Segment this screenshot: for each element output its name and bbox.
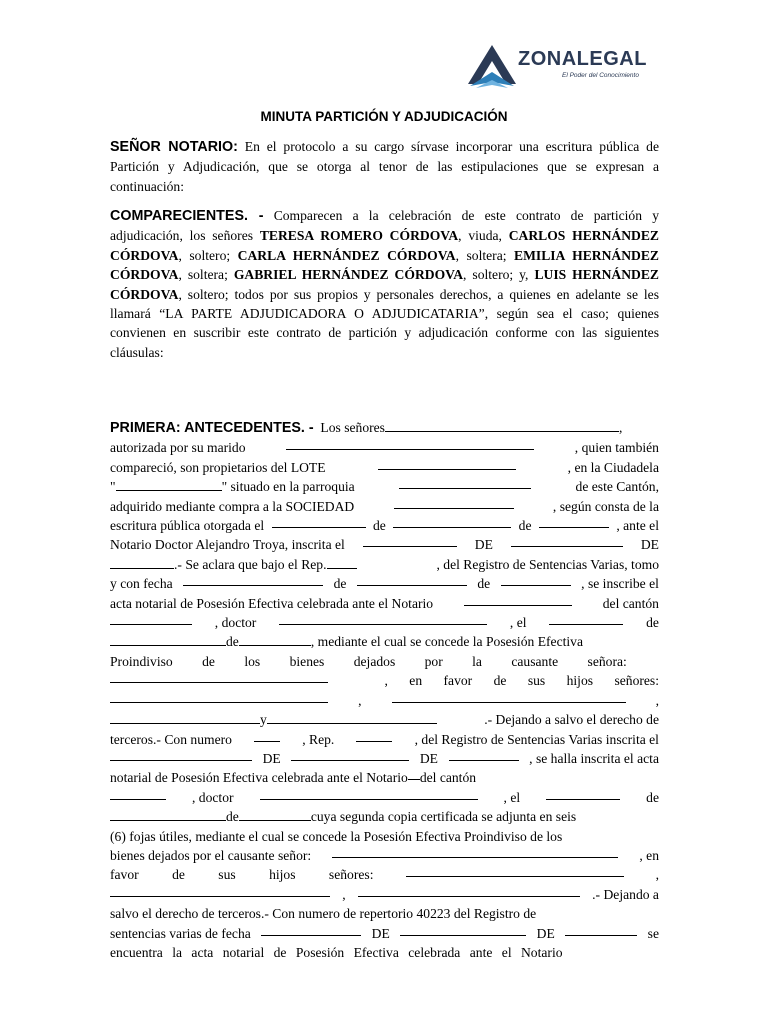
party-status: , soltera; bbox=[455, 247, 507, 263]
clause-text: y con fecha bbox=[110, 576, 173, 592]
clause-line bbox=[110, 904, 659, 923]
blank-field[interactable] bbox=[565, 924, 637, 936]
clause-text: , quien también bbox=[574, 440, 659, 456]
clause-text: , del Registro de Sentencias Varias inscrita el bbox=[414, 731, 659, 747]
blank-field[interactable] bbox=[267, 712, 437, 724]
clause-text: cuya segunda copia certificada se adjunta en seis bbox=[310, 809, 577, 825]
comparecientes-paragraph bbox=[110, 206, 659, 362]
blank-field[interactable] bbox=[546, 788, 620, 800]
clause-line bbox=[110, 497, 659, 516]
blank-field[interactable] bbox=[357, 574, 467, 586]
comparecientes-text: Comparecen a la celebración de este contrato de partición y adjudicación, los señores bbox=[110, 208, 660, 244]
clause-text: , del Registro de Sentencias Varias, tomo bbox=[436, 556, 659, 572]
primera-heading: PRIMERA: ANTECEDENTES. - bbox=[110, 420, 314, 436]
clause-line bbox=[110, 710, 659, 729]
clause-line bbox=[110, 438, 659, 457]
blank-field[interactable] bbox=[110, 613, 192, 625]
blank-field[interactable] bbox=[110, 691, 328, 703]
clause-line bbox=[110, 516, 659, 535]
blank-field[interactable] bbox=[378, 458, 516, 470]
comparecientes-heading: COMPARECIENTES. - bbox=[110, 208, 264, 224]
clause-text: , doctor bbox=[214, 615, 257, 631]
party-status: , soltero; bbox=[178, 247, 231, 263]
clause-line bbox=[110, 535, 659, 554]
clause-text: .- Se aclara que bajo el Rep. bbox=[174, 556, 327, 572]
clause-text: (6) fojas útiles, mediante el cual se concede la Posesión Efectiva Proindiviso de los bbox=[110, 828, 563, 844]
clause-text: bienes dejados por el causante señor: bbox=[110, 847, 312, 863]
clause-line bbox=[110, 943, 659, 962]
blank-field[interactable] bbox=[110, 671, 328, 683]
clause-text: .- Dejando a bbox=[592, 886, 659, 902]
blank-field[interactable] bbox=[358, 885, 580, 897]
clause-line bbox=[110, 652, 659, 671]
blank-field[interactable] bbox=[332, 846, 618, 858]
blank-field[interactable] bbox=[239, 634, 311, 646]
blank-field[interactable] bbox=[110, 885, 330, 897]
clause-text: encuentra la acta notarial de Posesión Efectiva celebrada ante el Notario bbox=[110, 944, 563, 960]
party-name: TERESA ROMERO CÓRDOVA bbox=[259, 228, 459, 244]
clause-text: , se halla inscrita el acta bbox=[529, 750, 659, 766]
clause-text: sentencias varias de fecha bbox=[110, 925, 251, 941]
blank-field[interactable] bbox=[239, 809, 311, 821]
clause-text: DE bbox=[419, 750, 438, 766]
clause-text: acta notarial de Posesión Efectiva celebrada ante el Notario bbox=[110, 595, 434, 611]
clause-line bbox=[110, 671, 659, 690]
blank-field[interactable] bbox=[408, 768, 420, 780]
clause-text: de bbox=[333, 576, 347, 592]
clause-line bbox=[110, 846, 659, 865]
clause-line bbox=[110, 632, 659, 651]
clause-text: DE bbox=[371, 925, 390, 941]
clause-text: favor de sus hijos señores: bbox=[110, 867, 374, 883]
clause-text: , bbox=[655, 692, 659, 708]
clause-text: , ante el bbox=[616, 518, 659, 534]
clause-line bbox=[110, 749, 659, 768]
party-name: CARLOS HERNÁNDEZ CÓRDOVA bbox=[110, 228, 659, 263]
party-name: GABRIEL HERNÁNDEZ CÓRDOVA bbox=[233, 267, 464, 283]
zonalegal-logo-mark-icon bbox=[466, 42, 518, 92]
clause-line bbox=[110, 555, 659, 574]
logo-name: ZONALEGAL bbox=[518, 48, 647, 70]
blank-field[interactable] bbox=[501, 574, 571, 586]
blank-field[interactable] bbox=[116, 479, 222, 491]
clause-line bbox=[110, 458, 659, 477]
clause-text: y bbox=[260, 712, 267, 728]
clause-text: de bbox=[646, 789, 659, 805]
blank-field[interactable] bbox=[394, 497, 514, 509]
blank-field[interactable] bbox=[272, 516, 366, 528]
clause-text: de bbox=[518, 518, 532, 534]
clause-line bbox=[110, 730, 659, 749]
blank-field[interactable] bbox=[511, 535, 623, 547]
clause-text: , bbox=[342, 886, 346, 902]
clause-text: , mediante el cual se concede la Posesión Efectiva bbox=[310, 634, 583, 650]
blank-field[interactable] bbox=[110, 712, 260, 724]
clause-text: de bbox=[477, 576, 491, 592]
notario-text: En el protocolo a su cargo sírvase incorporar una escritura pública de Partición y Adjudicación, que se otorga al tenor de las estipulaciones que se expresan a continuación: bbox=[110, 139, 659, 194]
notario-heading: SEÑOR NOTARIO: bbox=[110, 139, 238, 155]
clause-text: de bbox=[226, 809, 239, 825]
blank-field[interactable] bbox=[399, 477, 531, 489]
clause-text: DE bbox=[474, 537, 493, 553]
party-status: , soltero; y, bbox=[463, 267, 529, 283]
notario-paragraph bbox=[110, 137, 659, 196]
blank-field[interactable] bbox=[110, 557, 174, 569]
clause-text: , el bbox=[509, 615, 527, 631]
clause-text: , según consta de la bbox=[552, 498, 659, 514]
clause-text: " bbox=[110, 479, 116, 495]
clause-text: DE bbox=[536, 925, 555, 941]
clause-text: " situado en la parroquia bbox=[221, 479, 355, 495]
clause-text: se bbox=[647, 925, 659, 941]
clause-text: , Rep. bbox=[302, 731, 335, 747]
clause-text: , en favor de sus hijos señores: bbox=[384, 673, 659, 689]
blank-field[interactable] bbox=[400, 924, 526, 936]
comparecientes-closing: , soltero; todos por sus propios y personales derechos, a quienes en adelante se les llamará “LA PARTE ADJUDICADORA O ADJUDICATARIA”, según sea el caso; quienes convienen en suscribir este contrato de partición y adjudicación conforme con las siguientes cláusulas: bbox=[110, 286, 659, 360]
clause-text: Notario Doctor Alejandro Troya, inscrita el bbox=[110, 537, 345, 553]
blank-field[interactable] bbox=[261, 924, 361, 936]
clause-text: adquirido mediante compra a la SOCIEDAD bbox=[110, 498, 355, 514]
clause-text: DE bbox=[262, 750, 281, 766]
clause-text: de bbox=[372, 518, 386, 534]
clause-text: , bbox=[618, 420, 623, 435]
clause-text: de bbox=[646, 615, 659, 631]
clause-text: autorizada por su marido bbox=[110, 440, 246, 456]
blank-field[interactable] bbox=[464, 594, 572, 606]
blank-field[interactable] bbox=[110, 788, 166, 800]
clause-text: , en bbox=[639, 847, 659, 863]
party-name: LUIS HERNÁNDEZ CÓRDOVA bbox=[110, 267, 659, 302]
clause-text: salvo el derecho de terceros.- Con numero de repertorio 40223 del Registro de bbox=[110, 906, 537, 922]
clause-line bbox=[110, 924, 659, 943]
blank-field[interactable] bbox=[363, 535, 457, 547]
blank-field[interactable] bbox=[327, 557, 357, 569]
clause-text: del cantón bbox=[602, 595, 659, 611]
blank-field[interactable] bbox=[385, 420, 619, 432]
blank-field[interactable] bbox=[393, 516, 511, 528]
blank-field[interactable] bbox=[539, 516, 609, 528]
blank-field[interactable] bbox=[279, 613, 487, 625]
party-status: , viuda, bbox=[458, 228, 502, 244]
clause-line bbox=[110, 768, 659, 787]
clause-text: DE bbox=[640, 537, 659, 553]
party-status: , soltera; bbox=[178, 267, 228, 283]
clause-text: terceros.- Con numero bbox=[110, 731, 232, 747]
primera-clause bbox=[110, 418, 659, 962]
blank-field[interactable] bbox=[260, 788, 478, 800]
clause-text: Los señores bbox=[320, 420, 385, 435]
blank-field[interactable] bbox=[110, 809, 226, 821]
clause-line bbox=[110, 477, 659, 496]
clause-text: compareció, son propietarios del LOTE bbox=[110, 459, 326, 475]
clause-text: , doctor bbox=[192, 789, 234, 805]
blank-field[interactable] bbox=[110, 634, 226, 646]
clause-line bbox=[110, 788, 659, 807]
logo-tagline: El Poder del Conocimiento bbox=[562, 72, 639, 79]
clause-text: , se inscribe el bbox=[581, 576, 659, 592]
blank-field[interactable] bbox=[291, 749, 409, 761]
clause-line bbox=[110, 574, 659, 593]
clause-text: de bbox=[226, 634, 239, 650]
clause-text: del cantón bbox=[419, 770, 477, 786]
clause-text: de este Cantón, bbox=[575, 479, 659, 495]
clause-text: Proindiviso de los bienes dejados por la causante señora: bbox=[110, 653, 627, 669]
document-title: MINUTA PARTICIÓN Y ADJUDICACIÓN bbox=[260, 109, 508, 124]
clause-text: notarial de Posesión Efectiva celebrada ante el Notario bbox=[110, 770, 408, 786]
blank-field[interactable] bbox=[254, 730, 280, 742]
clause-line bbox=[110, 418, 659, 438]
blank-field[interactable] bbox=[449, 749, 519, 761]
party-name: CARLA HERNÁNDEZ CÓRDOVA bbox=[237, 247, 456, 263]
clause-line bbox=[110, 613, 659, 632]
blank-field[interactable] bbox=[110, 749, 252, 761]
blank-field[interactable] bbox=[406, 865, 624, 877]
clause-text: , en la Ciudadela bbox=[567, 459, 659, 475]
clause-text: .- Dejando a salvo el derecho de bbox=[484, 712, 659, 728]
blank-field[interactable] bbox=[392, 691, 626, 703]
clause-text: , el bbox=[503, 789, 521, 805]
blank-field[interactable] bbox=[356, 730, 392, 742]
blank-field[interactable] bbox=[549, 613, 623, 625]
clause-text: escritura pública otorgada el bbox=[110, 518, 265, 534]
clause-line bbox=[110, 885, 659, 904]
clause-text: , bbox=[358, 692, 362, 708]
zonalegal-logo bbox=[466, 42, 656, 92]
blank-field[interactable] bbox=[183, 574, 323, 586]
blank-field[interactable] bbox=[286, 438, 534, 450]
clause-line bbox=[110, 827, 659, 846]
party-name: EMILIA HERNÁNDEZ CÓRDOVA bbox=[110, 247, 659, 283]
clause-line bbox=[110, 594, 659, 613]
clause-line bbox=[110, 807, 659, 826]
clause-text: , bbox=[655, 867, 659, 883]
clause-line bbox=[110, 865, 659, 884]
clause-line bbox=[110, 691, 659, 710]
